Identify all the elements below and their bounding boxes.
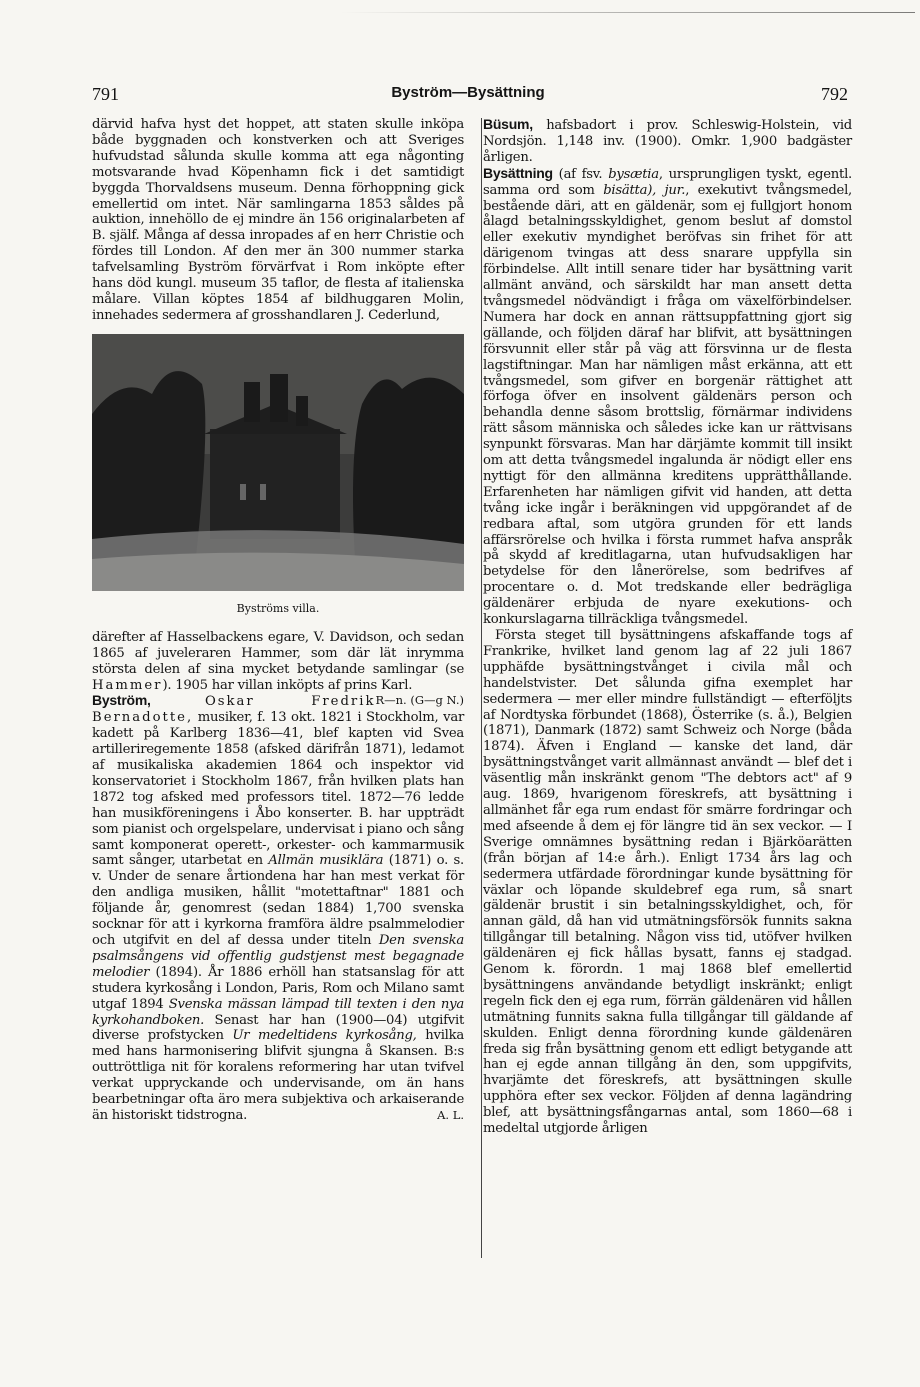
bysattning-etymology-1: bysætia <box>608 166 659 182</box>
entry-bystrom-oskar <box>92 693 464 1123</box>
entry-headword-busum: Büsum, <box>483 116 533 132</box>
author-signature-1: R—n. (G—g N.) <box>375 693 464 708</box>
entry-title-psalmsangens: Den svenska psalmsångens vid offentlig gudstjenst mest begagnade melodier <box>92 933 465 980</box>
entry-title-ur-medeltidens: Ur medeltidens kyrkosång, <box>232 1028 417 1044</box>
bysattning-text-b: , ursprungligen tyskt, egentl. samma ord som <box>483 166 852 198</box>
entry-text-b: (1871) o. s. v. Under de senare årtiondena har han mest verkat för den andliga musiken, hållit "motettaftnar" 1881 och följande år, genomrest (sedan 1884) 1,700 svenska socknar för att i kyrkorna framföra äldre psalmmelodier och utgifvit en del af dessa under titeln <box>92 853 464 948</box>
top-rule <box>340 12 915 13</box>
entry-fullname: Oskar Fredrik Bernadotte, <box>92 694 376 726</box>
author-signature-2: A. L. <box>437 1107 464 1122</box>
page-header <box>0 84 920 106</box>
villa-photo <box>92 334 464 591</box>
entry-bysattning <box>483 166 852 628</box>
running-title: Byström—Bysättning <box>391 84 545 101</box>
entry-text-d: Senast har han (1900—04) utgifvit diverse profstycken <box>92 1012 464 1044</box>
left-column <box>92 117 464 1124</box>
page-number-right: 792 <box>821 84 848 104</box>
entry-headword-bysattning: Bysättning <box>483 164 553 181</box>
bysattning-text-a: (af fsv. <box>552 166 609 182</box>
entry-text-e: hvilka med hans harmonisering blifvit sjungna å Skansen. B:s outtröttliga nit för koralens reformering har utan tvifvel verkat uppryckande och undervisande, om än hans bearbetningar ofta äro mera subjektiva och arkaiserande än historiskt tidstrogna. <box>92 1028 464 1123</box>
bysattning-etymology-2: bisätta), jur. <box>603 182 686 198</box>
column-divider <box>481 118 482 1258</box>
entry-busum-text: hafsbadort i prov. Schleswig-Holstein, vid Nordsjön. 1,148 inv. (1900). Omkr. 1,900 badgäster årligen. <box>483 118 852 165</box>
right-column <box>483 117 852 1137</box>
entry-headword-bystrom: Byström, <box>92 692 151 709</box>
entry-title-svenska-massan: Svenska mässan lämpad till texten i den nya kyrkohandboken. <box>92 996 464 1028</box>
bysattning-paragraph-2: Första steget till bysättningens afskaffande togs af Frankrike, hvilket land genom lag af 22 juli 1867 upphäfde bysättningstvånget i civila mål och handelstvister. Det sålunda gifna exemplet har sedermera — mer eller mindre fullständigt — efterföljts af Nordtyska förbundet (1868), Österrike (s. å.), Belgien (1871), Danmark (1872) samt Schweiz och Norge (båda 1874). Äfven i England — kanske det land, där bysättningstvånget varit allmännast användt — blef det i väsentlig mån inskränkt genom "The debtors act" af 9 aug. 1869, hvarigenom föreskrefs, att bysättning i allmänhet får ega rum endast för smärre fordringar och med afseende å dem ej för längre tid än sex veckor. — I Sverige omnämnes bysättning redan i Bjärköarätten (från början af 14:e årh.). Enligt 1734 års lag och sedermera utfärdade förordningar kunde bysättning för växlar och löpande skuldebref ega rum, så snart gäldenär brustit i sin betalningsskyldighet, och, för annan gäld, då han vid utmätningsförsök funnits sakna tillgångar till betalning. Någon viss tid, utöfver hvilken gäldenären ej fick hållas bysatt, fanns ej stadgad. Genom k. förordn. 1 maj 1868 blef emellertid bysättningens användande betydligt inskränkt; enligt regeln fick den ej ega rum, förrän gäldenären vid hållen utmätning funnits sakna fulla tillgångar till gäldande af skulden. Enligt denna förordning kunde gäldenären freda sig från bysättning genom ett edligt betygande att han ej egde annan tillgång än den, som uppgifvits, hvarjämte det föreskrefs, att bysättningen skulle upphöra efter sex veckor. Följden af denna lagändring blef, att bysättningsfångarnas antal, som 1860—68 i medeltal utgjorde årligen <box>483 628 852 1137</box>
page-number-left: 791 <box>92 84 119 104</box>
cross-reference-hammer: Hammer <box>92 677 163 693</box>
left-p2-text-b: ). 1905 har villan inköpts af prins Karl. <box>162 677 413 693</box>
entry-text-c: (1894). År 1886 erhöll han statsanslag för att studera kyrkosång i London, Paris, Rom och Milano samt utgaf 1894 <box>92 964 464 1012</box>
figure <box>92 334 464 615</box>
entry-busum <box>483 117 852 166</box>
bysattning-text-c: , exekutivt tvångsmedel, bestående däri, att en gäldenär, som ej fullgjort honom ålagd betalningsskyldighet, genom beslut af domstol eller exekutiv myndighet beröfvas sin frihet för att därigenom tvingas att dess snarare uppfylla sin förbindelse. Allt intill senare tider har bysättning varit allmänt använd, och särskildt har man ansett detta tvångsmedel nödvändigt i fråga om växelförbindelser. Numera har dock en annan rättsuppfattning gjort sig gällande, och följden däraf har blifvit, att bysättningen försvunnit eller står på väg att försvinna ur de flesta lagstiftningar. Man har nämligen måst erkänna, att ett tvångsmedel, som gifver en borgenär rättighet att förfoga öfver en insolvent gäldenärs person och behandla denne såsom brottslig, förnärmar individens rätt såsom människa och således icke kan ur rättvisans synpunkt försvaras. Man har därjämte kommit till insikt om att detta tvångsmedel ingalunda är nödigt eller ens nyttigt för den allmänna kreditens upprätthållande. Erfarenheten har nämligen gifvit vid handen, att detta tvång icke ingår i beräkningen vid uppgörandet af de redbara aftal, som utgöra grunden för ett lands affärsrörelse och hvilka i första rummet hafva anspråk på skydd af kreditlagarna, utan hufvudsakligen har betydelse för den lånerörelse, som bedrifves af procentare o. d. Mot tredskande eller bedrägliga gäldenärer erbjuda de nyare exekutions- och konkurslagarna tillräckliga tvångsmedel. <box>483 182 852 628</box>
left-paragraph-1: därvid hafva hyst det hoppet, att staten skulle inköpa både byggnaden och konstverken och att Sveriges hufvudstad sålunda skulle komma att ega någonting motsvarande hvad Köpenhamn fick i det samtidigt byggda Thorvaldsens museum. Denna förhoppning gick emellertid om intet. När samlingarna 1853 såldes på auktion, innehöllo de ej mindre än 156 originalarbeten af B. själf. Många af dessa inropades af en herr Christie och fördes till London. Af den mer än 300 nummer starka tafvelsamling Byström förvärfvat i Rom inköpte efter hans död kungl. museum 35 taflor, de flesta af italienska målare. Villan köptes 1854 af bildhuggaren Molin, innehades sedermera af grosshandlaren J. Cederlund, <box>92 117 464 323</box>
left-p2-text-a: därefter af Hasselbackens egare, V. Davidson, och sedan 1865 af juveleraren Hammer, som där lät inrymma största delen af sina mycket betydande samlingar (se <box>92 629 464 677</box>
entry-text-a: musiker, f. 13 okt. 1821 i Stockholm, var kadett på Karlberg 1836—41, blef kapten vid Svea artilleriregemente 1858 (afsked därifrån 1871), ledamot af musikaliska akademien 1864 och inspektor vid konservatoriet i Stockholm 1867, från hvilken plats han 1872 tog afsked med professors titel. 1872—76 ledde han musikföreningens i Åbo konserter. B. har uppträdt som pianist och orgelspelare, undervisat i piano och sång samt komponerat operett-, orkester- och kammarmusik samt sånger, utarbetat en <box>92 710 464 869</box>
entry-title-allman-musiklara: Allmän musiklära <box>268 853 384 869</box>
figure-caption: Byströms villa. <box>236 601 320 615</box>
